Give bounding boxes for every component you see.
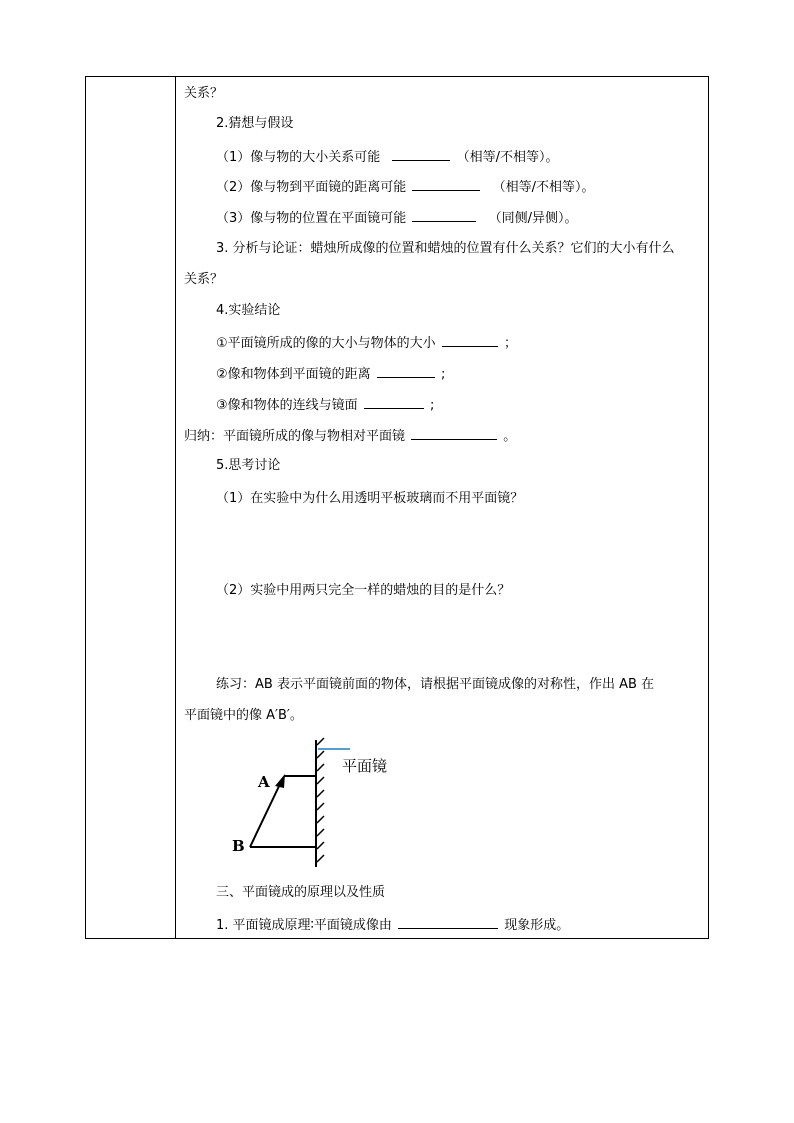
- exercise-text: 练习：AB 表示平面镜前面的物体，请根据平面镜成像的对称性，作出 AB 在: [216, 677, 655, 692]
- answer-blank[interactable]: [364, 396, 424, 409]
- heading-hypothesis: 2.猜想与假设: [216, 116, 294, 131]
- answer-blank[interactable]: [412, 178, 480, 191]
- question-text: （3）像与物的位置在平面镜可能: [216, 211, 407, 226]
- question-glass: （1）在实验中为什么用透明平板玻璃而不用平面镜？: [216, 491, 524, 506]
- question-candles: （2）实验中用两只完全一样的蜡烛的目的是什么？: [216, 583, 511, 598]
- answer-blank[interactable]: [392, 148, 450, 161]
- text-line: [216, 148, 558, 166]
- answer-blank[interactable]: [377, 365, 435, 378]
- table-column-divider: [175, 76, 176, 939]
- text-line: [216, 209, 577, 227]
- arrow-head-icon: [275, 774, 285, 788]
- object-ab-line: [250, 782, 281, 847]
- answer-blank[interactable]: [398, 916, 498, 929]
- question-text: 1. 平面镜成原理∶平面镜成像由: [216, 918, 392, 933]
- text-line: [216, 365, 445, 383]
- text-line: [184, 427, 516, 445]
- text-line: [216, 396, 434, 414]
- answer-blank[interactable]: [442, 334, 498, 347]
- exercise-text: 平面镜中的像 A′B′。: [184, 708, 303, 723]
- text-line: 关系？: [184, 86, 224, 101]
- text-line: [216, 916, 569, 934]
- punctuation: ;: [440, 367, 446, 382]
- text-line: [216, 178, 594, 196]
- question-text: （2）像与物到平面镜的距离可能: [216, 180, 407, 195]
- label-mirror: 平面镜: [342, 757, 388, 775]
- punctuation: 现象形成。: [504, 918, 570, 933]
- heading-discussion: 5.思考讨论: [216, 458, 281, 473]
- question-text: （1）像与物的大小关系可能: [216, 150, 381, 165]
- answer-blank[interactable]: [412, 209, 476, 222]
- section-heading: 三、平面镜成的原理以及性质: [216, 885, 386, 900]
- question-text: ②像和物体到平面镜的距离: [216, 367, 371, 382]
- option-text: （相等/不相等）。: [492, 180, 595, 195]
- label-b: B: [232, 837, 245, 855]
- mirror-hatching: [317, 738, 324, 862]
- punctuation: 。: [503, 429, 517, 444]
- heading-conclusion: 4.实验结论: [216, 303, 281, 318]
- question-text: ③像和物体的连线与镜面: [216, 398, 358, 413]
- question-text: ①平面镜所成的像的大小与物体的大小: [216, 336, 436, 351]
- text-line: 3. 分析与论证：蜡烛所成像的位置和蜡烛的位置有什么关系？它们的大小有什么: [216, 241, 675, 256]
- text-line: [216, 334, 517, 352]
- punctuation: ；: [503, 336, 517, 351]
- text-line: 关系？: [184, 272, 224, 287]
- label-a: A: [258, 773, 270, 791]
- option-text: （相等/不相等）。: [456, 150, 559, 165]
- option-text: （同侧/异侧）。: [488, 211, 578, 226]
- answer-blank[interactable]: [411, 427, 497, 440]
- question-text: 归纳：平面镜所成的像与物相对平面镜: [184, 429, 406, 444]
- punctuation: ;: [429, 398, 435, 413]
- mirror-diagram: [222, 735, 412, 870]
